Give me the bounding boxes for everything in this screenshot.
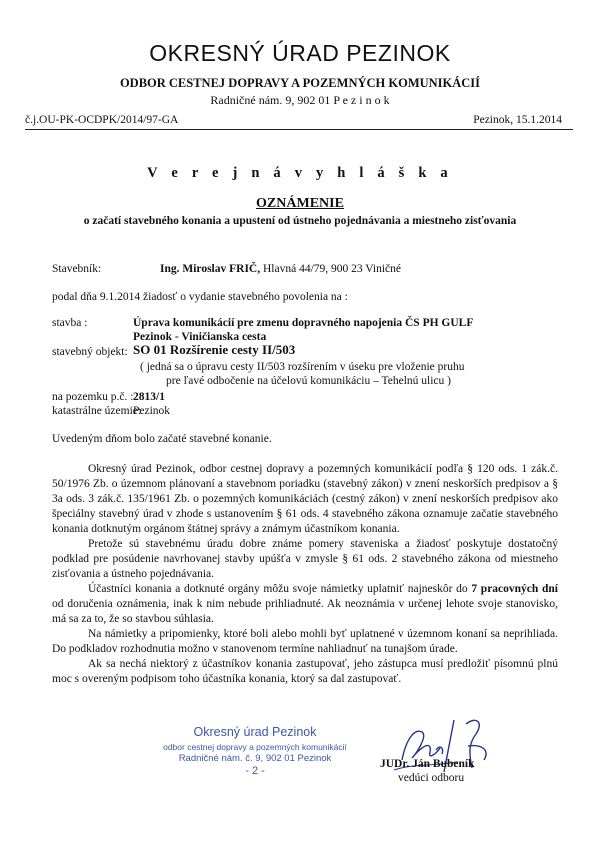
- object-value: SO 01 Rozšírenie cesty II/503: [133, 342, 296, 357]
- paragraph-3-a: Účastníci konania a dotknuté orgány môžu svoje námietky uplatniť najneskôr do: [88, 583, 472, 595]
- header-divider: [25, 129, 573, 130]
- parcel-label: na pozemku p.č. :: [52, 391, 134, 403]
- department-title: ODBOR CESTNEJ DOPRAVY A POZEMNÝCH KOMUNIKÁCIÍ: [119, 76, 481, 90]
- office-stamp: [160, 725, 350, 777]
- body-paragraphs: [52, 462, 558, 687]
- builder-info: [160, 262, 401, 276]
- office-title: OKRESNÝ ÚRAD PEZINOK: [149, 40, 451, 66]
- stamp-line2: odbor cestnej dopravy a pozemných komunikácií: [163, 742, 347, 752]
- cadastre-value: Pezinok: [133, 405, 171, 417]
- office-address: Radničné nám. 9, 902 01 P e z i n o k: [210, 93, 390, 107]
- document-subtitle: o začatí stavebného konania a upustení od ústneho pojednávania a miestneho zisťovania: [83, 215, 517, 227]
- builder-address: Hlavná 44/79, 900 23 Viničné: [260, 263, 402, 275]
- deadline-text: 7 pracovných dní: [471, 583, 558, 595]
- object-label: stavebný objekt:: [52, 346, 128, 358]
- object-description-line2: pre ľavé odbočenie na účelovú komunikáciu – Tehelnú ulicu ): [166, 375, 451, 387]
- parcel-value: 2813/1: [133, 391, 165, 403]
- stavba-value-line2: Pezinok - Viničianska cesta: [133, 331, 267, 343]
- cadastre-label: katastrálne územie:: [52, 405, 142, 417]
- proceedings-started: Uvedeným dňom bolo začaté stavebné konanie.: [52, 433, 272, 445]
- builder-name: Ing. Miroslav FRIČ,: [160, 263, 261, 275]
- stamp-line1: Okresný úrad Pezinok: [193, 725, 317, 739]
- stavba-value-line1: Úprava komunikácií pre zmenu dopravného napojenia ČS PH GULF: [133, 317, 474, 329]
- builder-label: Stavebník:: [52, 263, 102, 275]
- paragraph-3: [52, 582, 558, 627]
- place-date: Pezinok, 15.1.2014: [473, 114, 562, 126]
- public-notice-heading: V e r e j n á v y h l á š k a: [147, 165, 453, 181]
- stamp-line3: Radničné nám. č. 9, 902 01 Pezinok: [178, 753, 332, 764]
- stavba-label: stavba :: [52, 317, 88, 329]
- paragraph-1: Okresný úrad Pezinok, odbor cestnej dopravy a pozemných komunikácií podľa § 120 ods. 1 zák.č. 50/1976 Zb. o územnom plánovaní a stavebnom poriadku (stavebný zákon) v znení neskorších predpisov a § 3a ods. 3 zák.č. 135/1961 Zb. o pozemných komunikáciách (cestný zákon) v znení neskorších predpisov ako špeciálny stavebný úrad v zhode s ustanovením § 61 ods. 4 stavebného zákona oznamuje začatie stavebného konania dotknutým orgánom štátnej správy a známym účastníkom konania.: [52, 463, 558, 535]
- signer-role: vedúci odboru: [398, 772, 465, 784]
- stamp-line4: - 2 -: [245, 765, 265, 777]
- paragraph-5: Ak sa nechá niektorý z účastníkov konania zastupovať, jeho zástupca musí predložiť písomnú plnú moc s overeným podpisom toho účastníka konania, ktorý sa dal zastupovať.: [52, 658, 558, 685]
- object-description-line1: ( jedná sa o úpravu cesty II/503 rozšírením v úseku pre vloženie pruhu: [140, 361, 465, 373]
- request-text: podal dňa 9.1.2014 žiadosť o vydanie stavebného povolenia na :: [52, 291, 348, 303]
- document-title: OZNÁMENIE: [256, 196, 344, 211]
- reference-number: č.j.OU-PK-OCDPK/2014/97-GA: [25, 114, 179, 126]
- paragraph-4: Na námietky a pripomienky, ktoré boli alebo mohli byť uplatnené v územnom konaní sa neprihliada. Do podkladov rozhodnutia možno v stanovenom termíne nahliadnuť na tunajšom úrade.: [52, 628, 558, 655]
- signer-name: JUDr. Ján Bubeník: [380, 758, 475, 770]
- paragraph-3-b: od doručenia oznámenia, inak k nim nebude prihliadnuté. Ak neoznámia v určenej lehote svoje stanovisko, má sa za to, že so stavbou súhlasia.: [52, 598, 558, 625]
- paragraph-2: Pretože sú stavebnému úradu dobre známe pomery staveniska a žiadosť poskytuje dostatočný podklad pre posúdenie navrhovanej stavby upúšťa v zmysle § 61 ods. 2 stavebného zákona od miestneho zisťovania a ústneho pojednávania.: [52, 538, 558, 580]
